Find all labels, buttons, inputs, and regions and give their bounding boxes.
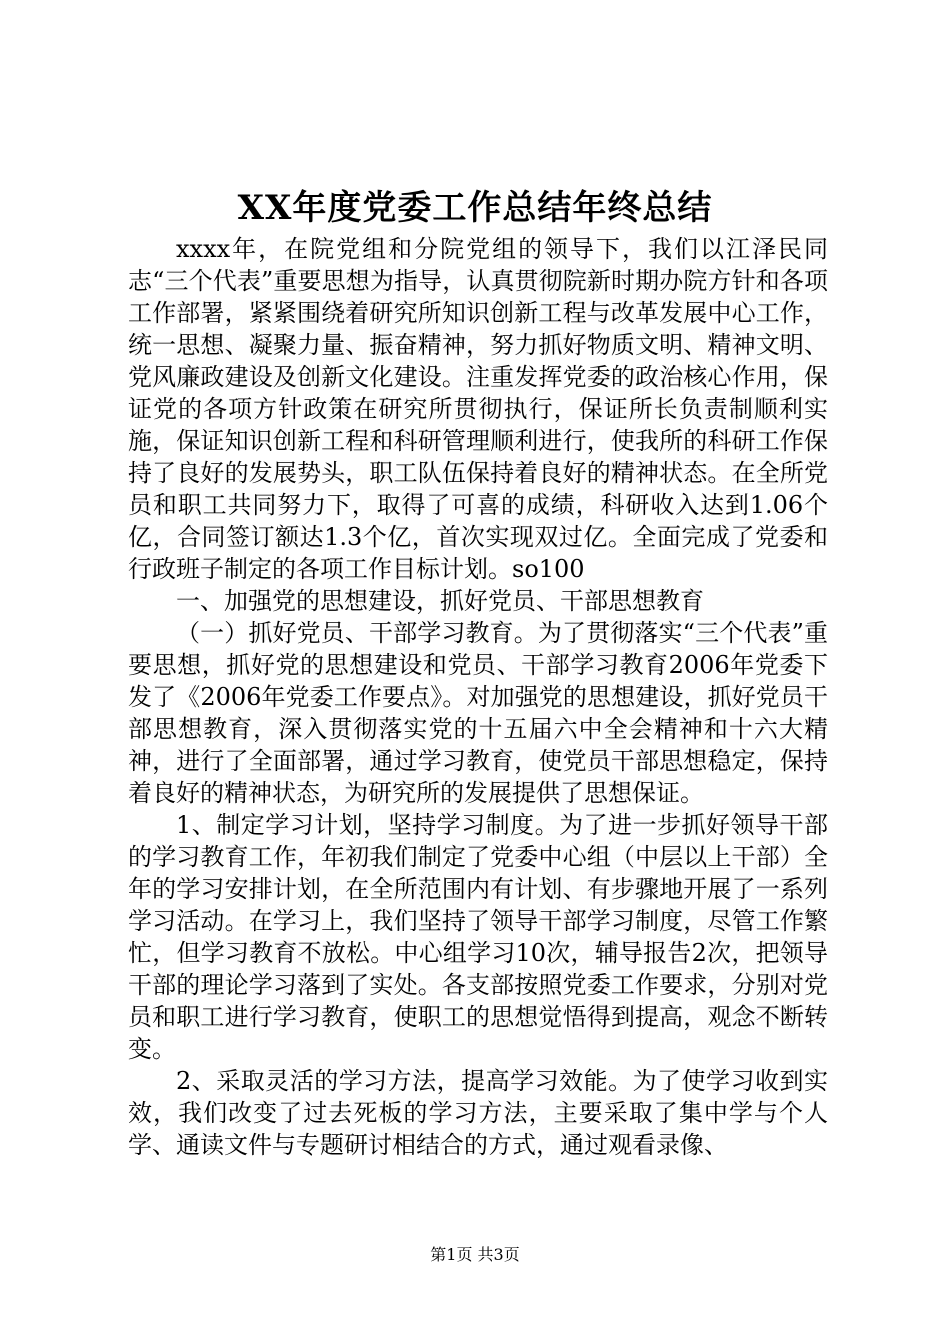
document-title: XX年度党委工作总结年终总结 [237, 188, 713, 228]
item-1-paragraph: 1、制定学习计划，坚持学习制度。为了进一步抓好领导干部的学习教育工作，年初我们制定了党委中心组（中层以上干部）全年的学习安排计划，在全所范围内有计划、有步骤地开展了一系列学习活动。在学习上，我们坚持了领导干部学习制度，尽管工作繁忙，但学习教育不放松。中心组学习10次，辅导报告2次，把领导干部的理论学习落到了实处。各支部按照党委工作要求，分别对党员和职工进行学习教育，使职工的思想觉悟得到提高，观念不断转变。 [128, 811, 828, 1063]
page-number-footer: 第1页 共3页 [430, 1245, 520, 1264]
document-body [128, 233, 828, 1161]
subsection-paragraph: （一）抓好党员、干部学习教育。为了贯彻落实“三个代表”重要思想，抓好党的思想建设和党员、干部学习教育2006年党委下发了《2006年党委工作要点》。对加强党的思想建设，抓好党员干部思想教育，深入贯彻落实党的十五届六中全会精神和十六大精神，进行了全面部署，通过学习教育，使党员干部思想稳定，保持着良好的精神状态，为研究所的发展提供了思想保证。 [128, 619, 828, 807]
intro-paragraph: xxxx年，在院党组和分院党组的领导下，我们以江泽民同志“三个代表”重要思想为指导，认真贯彻院新时期办院方针和各项工作部署，紧紧围绕着研究所知识创新工程与改革发展中心工作，统一思想、凝聚力量、振奋精神，努力抓好物质文明、精神文明、党风廉政建设及创新文化建设。注重发挥党委的政治核心作用，保证党的各项方针政策在研究所贯彻执行，保证所长负责制顺利实施，保证知识创新工程和科研管理顺利进行，使我所的科研工作保持了良好的发展势头，职工队伍保持着良好的精神状态。在全所党员和职工共同努力下，取得了可喜的成绩，科研收入达到1.06个亿，合同签订额达1.3个亿，首次实现双过亿。全面完成了党委和行政班子制定的各项工作目标计划。so100 [128, 235, 828, 583]
item-2-paragraph: 2、采取灵活的学习方法，提高学习效能。为了使学习收到实效，我们改变了过去死板的学习方法，主要采取了集中学与个人学、通读文件与专题研讨相结合的方式，通过观看录像、 [128, 1067, 828, 1159]
section-heading: 一、加强党的思想建设，抓好党员、干部思想教育 [176, 587, 704, 615]
